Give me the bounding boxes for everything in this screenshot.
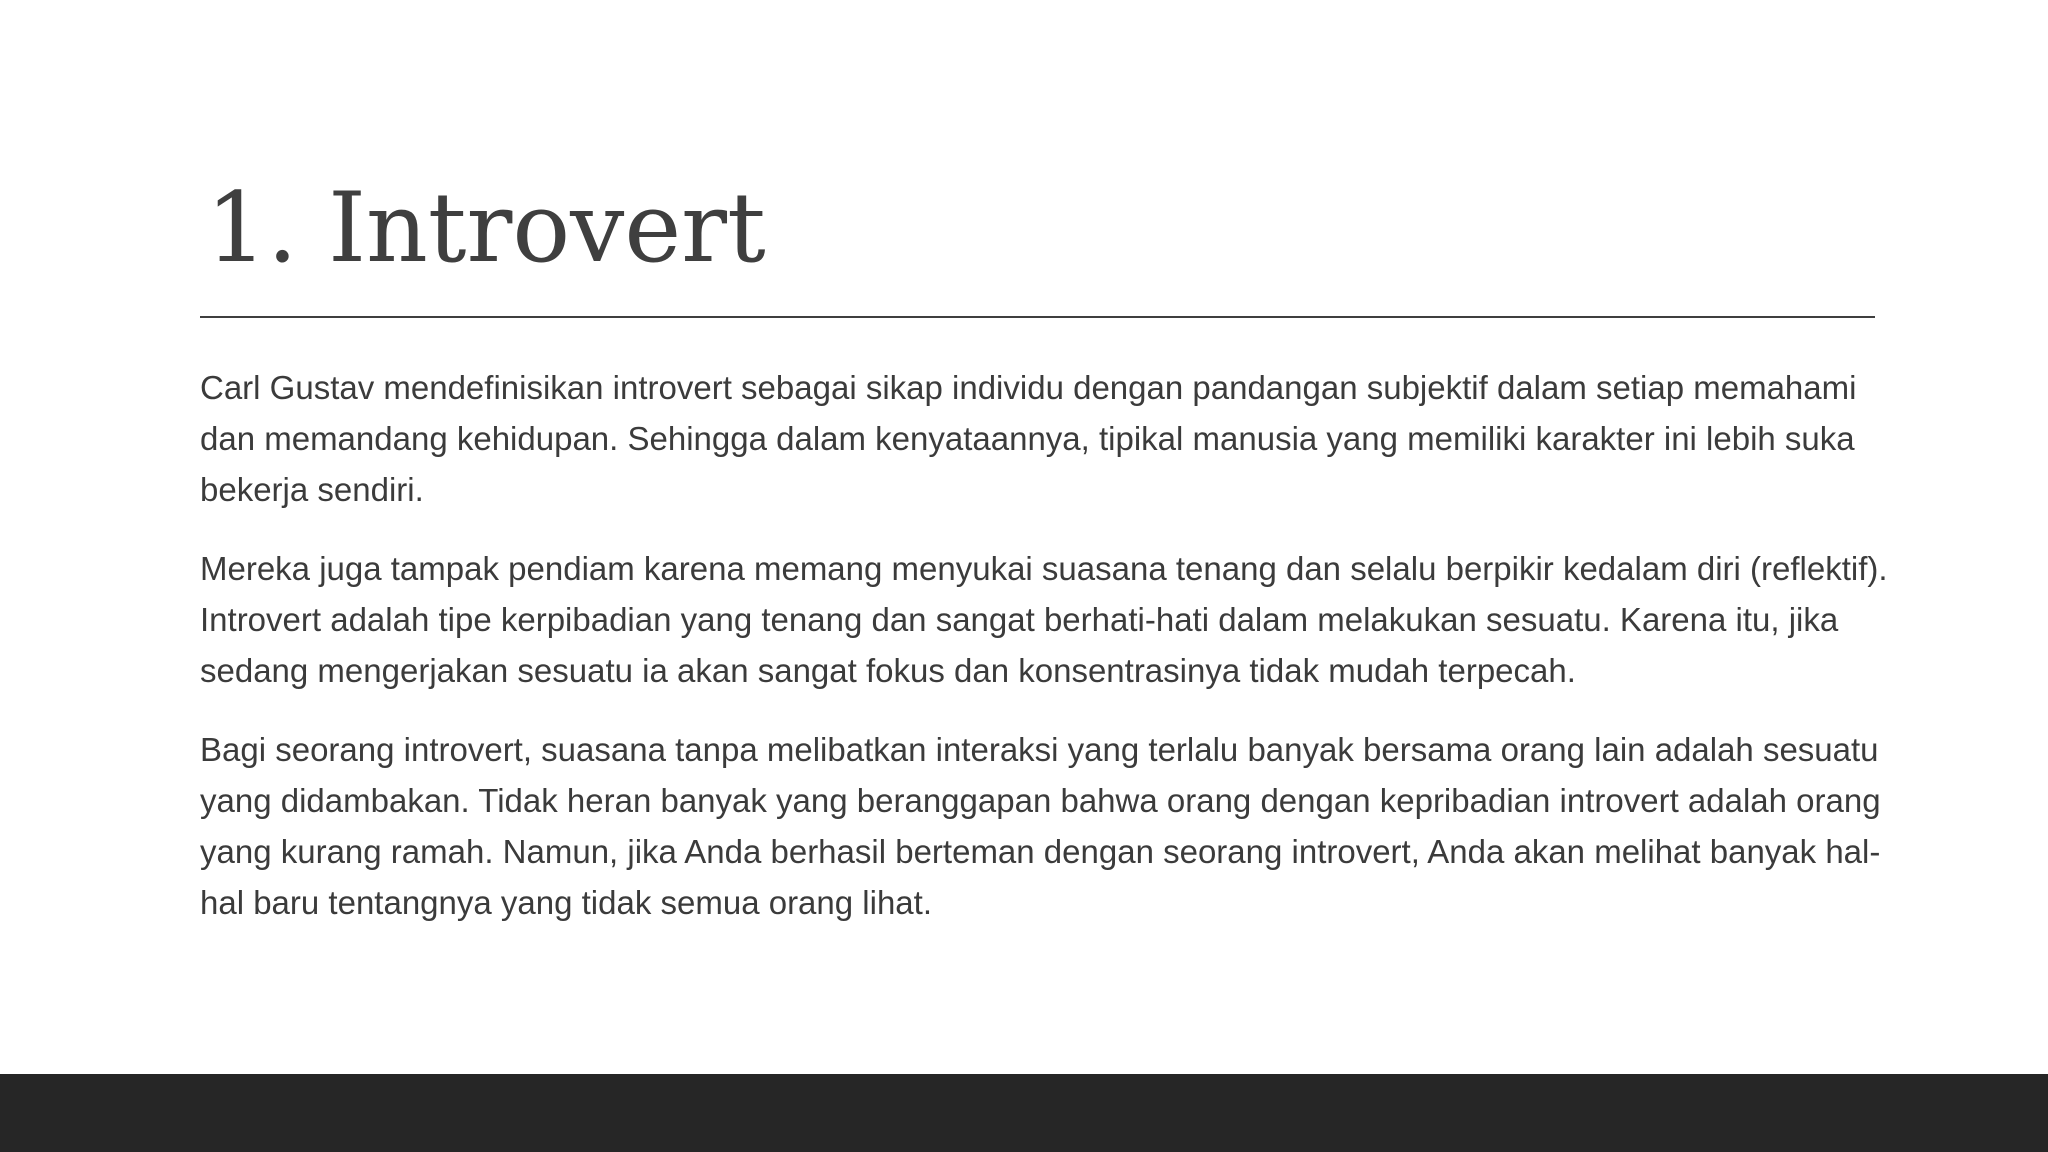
slide-body: [200, 362, 1890, 956]
paragraph-3: Bagi seorang introvert, suasana tanpa melibatkan interaksi yang terlalu banyak bersama orang lain adalah sesuatu yang didambakan. Tidak heran banyak yang beranggapan bahwa orang dengan kepribadian introvert adalah orang yang kurang ramah. Namun, jika Anda berhasil berteman dengan seorang introvert, Anda akan melihat banyak hal-hal baru tentangnya yang tidak semua orang lihat.: [200, 731, 1881, 921]
paragraph-2: Mereka juga tampak pendiam karena memang menyukai suasana tenang dan selalu berpikir kedalam diri (reflektif). Introvert adalah tipe kerpibadian yang tenang dan sangat berhati-hati dalam melakukan sesuatu. Karena itu, jika sedang mengerjakan sesuatu ia akan sangat fokus dan konsentrasinya tidak mudah terpecah.: [200, 550, 1888, 689]
footer-bar: [0, 1074, 2048, 1152]
paragraph-1: Carl Gustav mendefinisikan introvert sebagai sikap individu dengan pandangan subjektif dalam setiap memahami dan memandang kehidupan. Sehingga dalam kenyataannya, tipikal manusia yang memiliki karakter ini lebih suka bekerja sendiri.: [200, 369, 1857, 508]
slide-title: 1. Introvert: [206, 172, 766, 284]
title-divider: [200, 316, 1875, 318]
